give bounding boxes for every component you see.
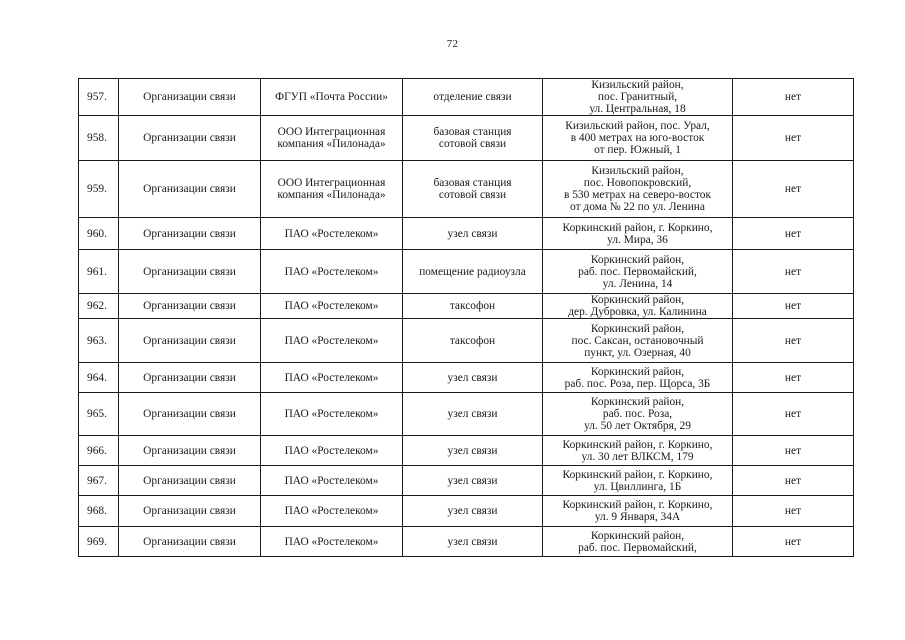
object-cell-line: таксофон	[449, 334, 496, 347]
table-row	[79, 294, 854, 319]
organization-type-cell: Организации связи	[119, 218, 261, 250]
object-cell-line: базовая станция	[433, 126, 512, 138]
address-cell-line: пункт, ул. Озерная, 40	[584, 346, 691, 359]
owner-cell-line: компания «Пилонада»	[277, 189, 386, 201]
table-row	[79, 466, 854, 496]
address-cell-line: ул. 9 Января, 34А	[594, 511, 681, 523]
address-cell	[543, 116, 733, 161]
address-cell	[543, 436, 733, 466]
address-cell-line: Коркинский район,	[590, 396, 685, 408]
organization-type-cell: Организации связи	[119, 466, 261, 496]
owner-cell	[261, 436, 403, 466]
address-cell-line: пос. Гранитный,	[597, 91, 678, 103]
address-cell-line: ул. Ленина, 14	[602, 277, 673, 290]
address-cell-line: Кизильский район, пос. Урал,	[565, 120, 710, 132]
address-cell-line: ул. Цвиллинга, 1Б	[593, 480, 682, 493]
value-cell: нет	[733, 466, 854, 496]
object-cell-line: базовая станция	[433, 177, 512, 189]
row-number-cell: 964.	[79, 363, 119, 393]
registry-table	[78, 78, 854, 557]
owner-cell	[261, 496, 403, 527]
owner-cell-line: ООО Интеграционная	[277, 126, 386, 138]
value-cell: нет	[733, 250, 854, 294]
object-cell	[403, 161, 543, 218]
object-cell	[403, 116, 543, 161]
address-cell-line: Коркинский район, г. Коркино,	[562, 499, 713, 511]
organization-type-cell: Организации связи	[119, 436, 261, 466]
address-cell	[543, 319, 733, 363]
owner-cell-line: ПАО «Ростелеком»	[284, 535, 379, 548]
owner-cell-line: компания «Пилонада»	[277, 138, 386, 150]
value-cell: нет	[733, 294, 854, 319]
organization-type-cell: Организации связи	[119, 363, 261, 393]
owner-cell-line: ПАО «Ростелеком»	[284, 474, 379, 487]
address-cell	[543, 250, 733, 294]
owner-cell	[261, 250, 403, 294]
address-cell-line: раб. пос. Роза, пер. Щорса, 3Б	[564, 377, 711, 390]
address-cell-line: Коркинский район,	[590, 322, 685, 335]
address-cell	[543, 496, 733, 527]
object-cell-line: сотовой связи	[438, 138, 507, 150]
organization-type-cell: Организации связи	[119, 496, 261, 527]
organization-type-cell: Организации связи	[119, 393, 261, 436]
row-number-cell: 968.	[79, 496, 119, 527]
object-cell-line: узел связи	[447, 444, 498, 457]
row-number-cell: 959.	[79, 161, 119, 218]
row-number-cell: 960.	[79, 218, 119, 250]
address-cell-line: Коркинский район, г. Коркино,	[562, 438, 713, 451]
object-cell-line: узел связи	[447, 505, 498, 517]
object-cell-line: сотовой связи	[438, 189, 507, 201]
address-cell-line: дер. Дубровка, ул. Калинина	[568, 306, 707, 318]
table-row	[79, 393, 854, 436]
object-cell-line: узел связи	[447, 535, 498, 548]
address-cell-line: ул. 30 лет ВЛКСМ, 179	[581, 450, 694, 463]
table-row	[79, 436, 854, 466]
owner-cell	[261, 393, 403, 436]
row-number-cell: 967.	[79, 466, 119, 496]
organization-type-cell: Организации связи	[119, 250, 261, 294]
value-cell: нет	[733, 218, 854, 250]
address-cell	[543, 466, 733, 496]
organization-type-cell: Организации связи	[119, 79, 261, 116]
table-row	[79, 496, 854, 527]
object-cell	[403, 319, 543, 363]
organization-type-cell: Организации связи	[119, 116, 261, 161]
object-cell	[403, 250, 543, 294]
owner-cell-line: ООО Интеграционная	[277, 177, 386, 189]
object-cell	[403, 527, 543, 557]
owner-cell-line: ПАО «Ростелеком»	[284, 265, 379, 278]
object-cell-line: узел связи	[447, 474, 498, 487]
owner-cell	[261, 466, 403, 496]
table-row	[79, 116, 854, 161]
organization-type-cell: Организации связи	[119, 161, 261, 218]
table-row	[79, 250, 854, 294]
owner-cell	[261, 319, 403, 363]
object-cell-line: узел связи	[447, 227, 498, 240]
row-number-cell: 958.	[79, 116, 119, 161]
address-cell-line: в 400 метрах на юго-восток	[570, 132, 705, 144]
table-row	[79, 527, 854, 557]
object-cell	[403, 496, 543, 527]
object-cell	[403, 363, 543, 393]
table-row	[79, 218, 854, 250]
row-number-cell: 961.	[79, 250, 119, 294]
row-number-cell: 963.	[79, 319, 119, 363]
owner-cell	[261, 527, 403, 557]
value-cell: нет	[733, 363, 854, 393]
address-cell-line: Коркинский район, г. Коркино,	[562, 221, 713, 234]
address-cell-line: в 530 метрах на северо-восток	[563, 189, 712, 201]
registry-table-body	[79, 79, 854, 557]
address-cell-line: раб. пос. Роза,	[602, 408, 673, 420]
owner-cell-line: ПАО «Ростелеком»	[284, 334, 379, 347]
owner-cell-line: ФГУП «Почта России»	[275, 91, 388, 103]
row-number-cell: 962.	[79, 294, 119, 319]
owner-cell	[261, 218, 403, 250]
address-cell	[543, 79, 733, 116]
object-cell-line: отделение связи	[433, 91, 512, 103]
value-cell: нет	[733, 393, 854, 436]
owner-cell	[261, 294, 403, 319]
address-cell-line: пос. Саксан, остановочный	[571, 334, 704, 347]
address-cell-line: Коркинский район,	[590, 365, 685, 378]
organization-type-cell: Организации связи	[119, 319, 261, 363]
object-cell-line: узел связи	[447, 371, 498, 384]
object-cell	[403, 218, 543, 250]
object-cell-line: таксофон	[449, 300, 496, 312]
address-cell	[543, 527, 733, 557]
owner-cell-line: ПАО «Ростелеком»	[284, 227, 379, 240]
address-cell	[543, 218, 733, 250]
address-cell-line: от пер. Южный, 1	[594, 144, 681, 156]
address-cell-line: ул. 50 лет Октября, 29	[584, 420, 691, 432]
address-cell	[543, 161, 733, 218]
object-cell	[403, 294, 543, 319]
owner-cell	[261, 116, 403, 161]
owner-cell	[261, 161, 403, 218]
row-number-cell: 966.	[79, 436, 119, 466]
object-cell-line: помещение радиоузла	[419, 265, 526, 278]
value-cell: нет	[733, 116, 854, 161]
address-cell-line: Кизильский район,	[591, 165, 684, 177]
table-row	[79, 319, 854, 363]
address-cell-line: Коркинский район,	[590, 294, 685, 306]
address-cell-line: Кизильский район,	[591, 79, 684, 91]
address-cell-line: пос. Новопокровский,	[583, 177, 692, 189]
object-cell	[403, 79, 543, 116]
table-row	[79, 79, 854, 116]
row-number-cell: 969.	[79, 527, 119, 557]
address-cell-line: Коркинский район,	[590, 529, 685, 542]
address-cell-line: от дома № 22 по ул. Ленина	[570, 201, 705, 213]
value-cell: нет	[733, 161, 854, 218]
organization-type-cell: Организации связи	[119, 527, 261, 557]
owner-cell	[261, 79, 403, 116]
page-number: 72	[446, 38, 459, 50]
value-cell: нет	[733, 436, 854, 466]
address-cell-line: Коркинский район,	[590, 253, 685, 266]
value-cell: нет	[733, 527, 854, 557]
address-cell-line: раб. пос. Первомайский,	[578, 541, 697, 554]
row-number-cell: 965.	[79, 393, 119, 436]
owner-cell-line: ПАО «Ростелеком»	[284, 300, 379, 312]
owner-cell	[261, 363, 403, 393]
owner-cell-line: ПАО «Ростелеком»	[284, 408, 379, 420]
object-cell	[403, 436, 543, 466]
object-cell	[403, 466, 543, 496]
value-cell: нет	[733, 319, 854, 363]
address-cell-line: Коркинский район, г. Коркино,	[562, 468, 713, 481]
address-cell	[543, 393, 733, 436]
owner-cell-line: ПАО «Ростелеком»	[284, 505, 379, 517]
owner-cell-line: ПАО «Ростелеком»	[284, 371, 379, 384]
owner-cell-line: ПАО «Ростелеком»	[284, 444, 379, 457]
address-cell-line: раб. пос. Первомайский,	[578, 265, 697, 278]
address-cell-line: ул. Мира, 36	[607, 233, 668, 246]
object-cell	[403, 393, 543, 436]
address-cell	[543, 294, 733, 319]
value-cell: нет	[733, 79, 854, 116]
value-cell: нет	[733, 496, 854, 527]
address-cell-line: ул. Центральная, 18	[589, 103, 686, 115]
organization-type-cell: Организации связи	[119, 294, 261, 319]
row-number-cell: 957.	[79, 79, 119, 116]
object-cell-line: узел связи	[447, 408, 498, 420]
table-row	[79, 363, 854, 393]
table-row	[79, 161, 854, 218]
address-cell	[543, 363, 733, 393]
